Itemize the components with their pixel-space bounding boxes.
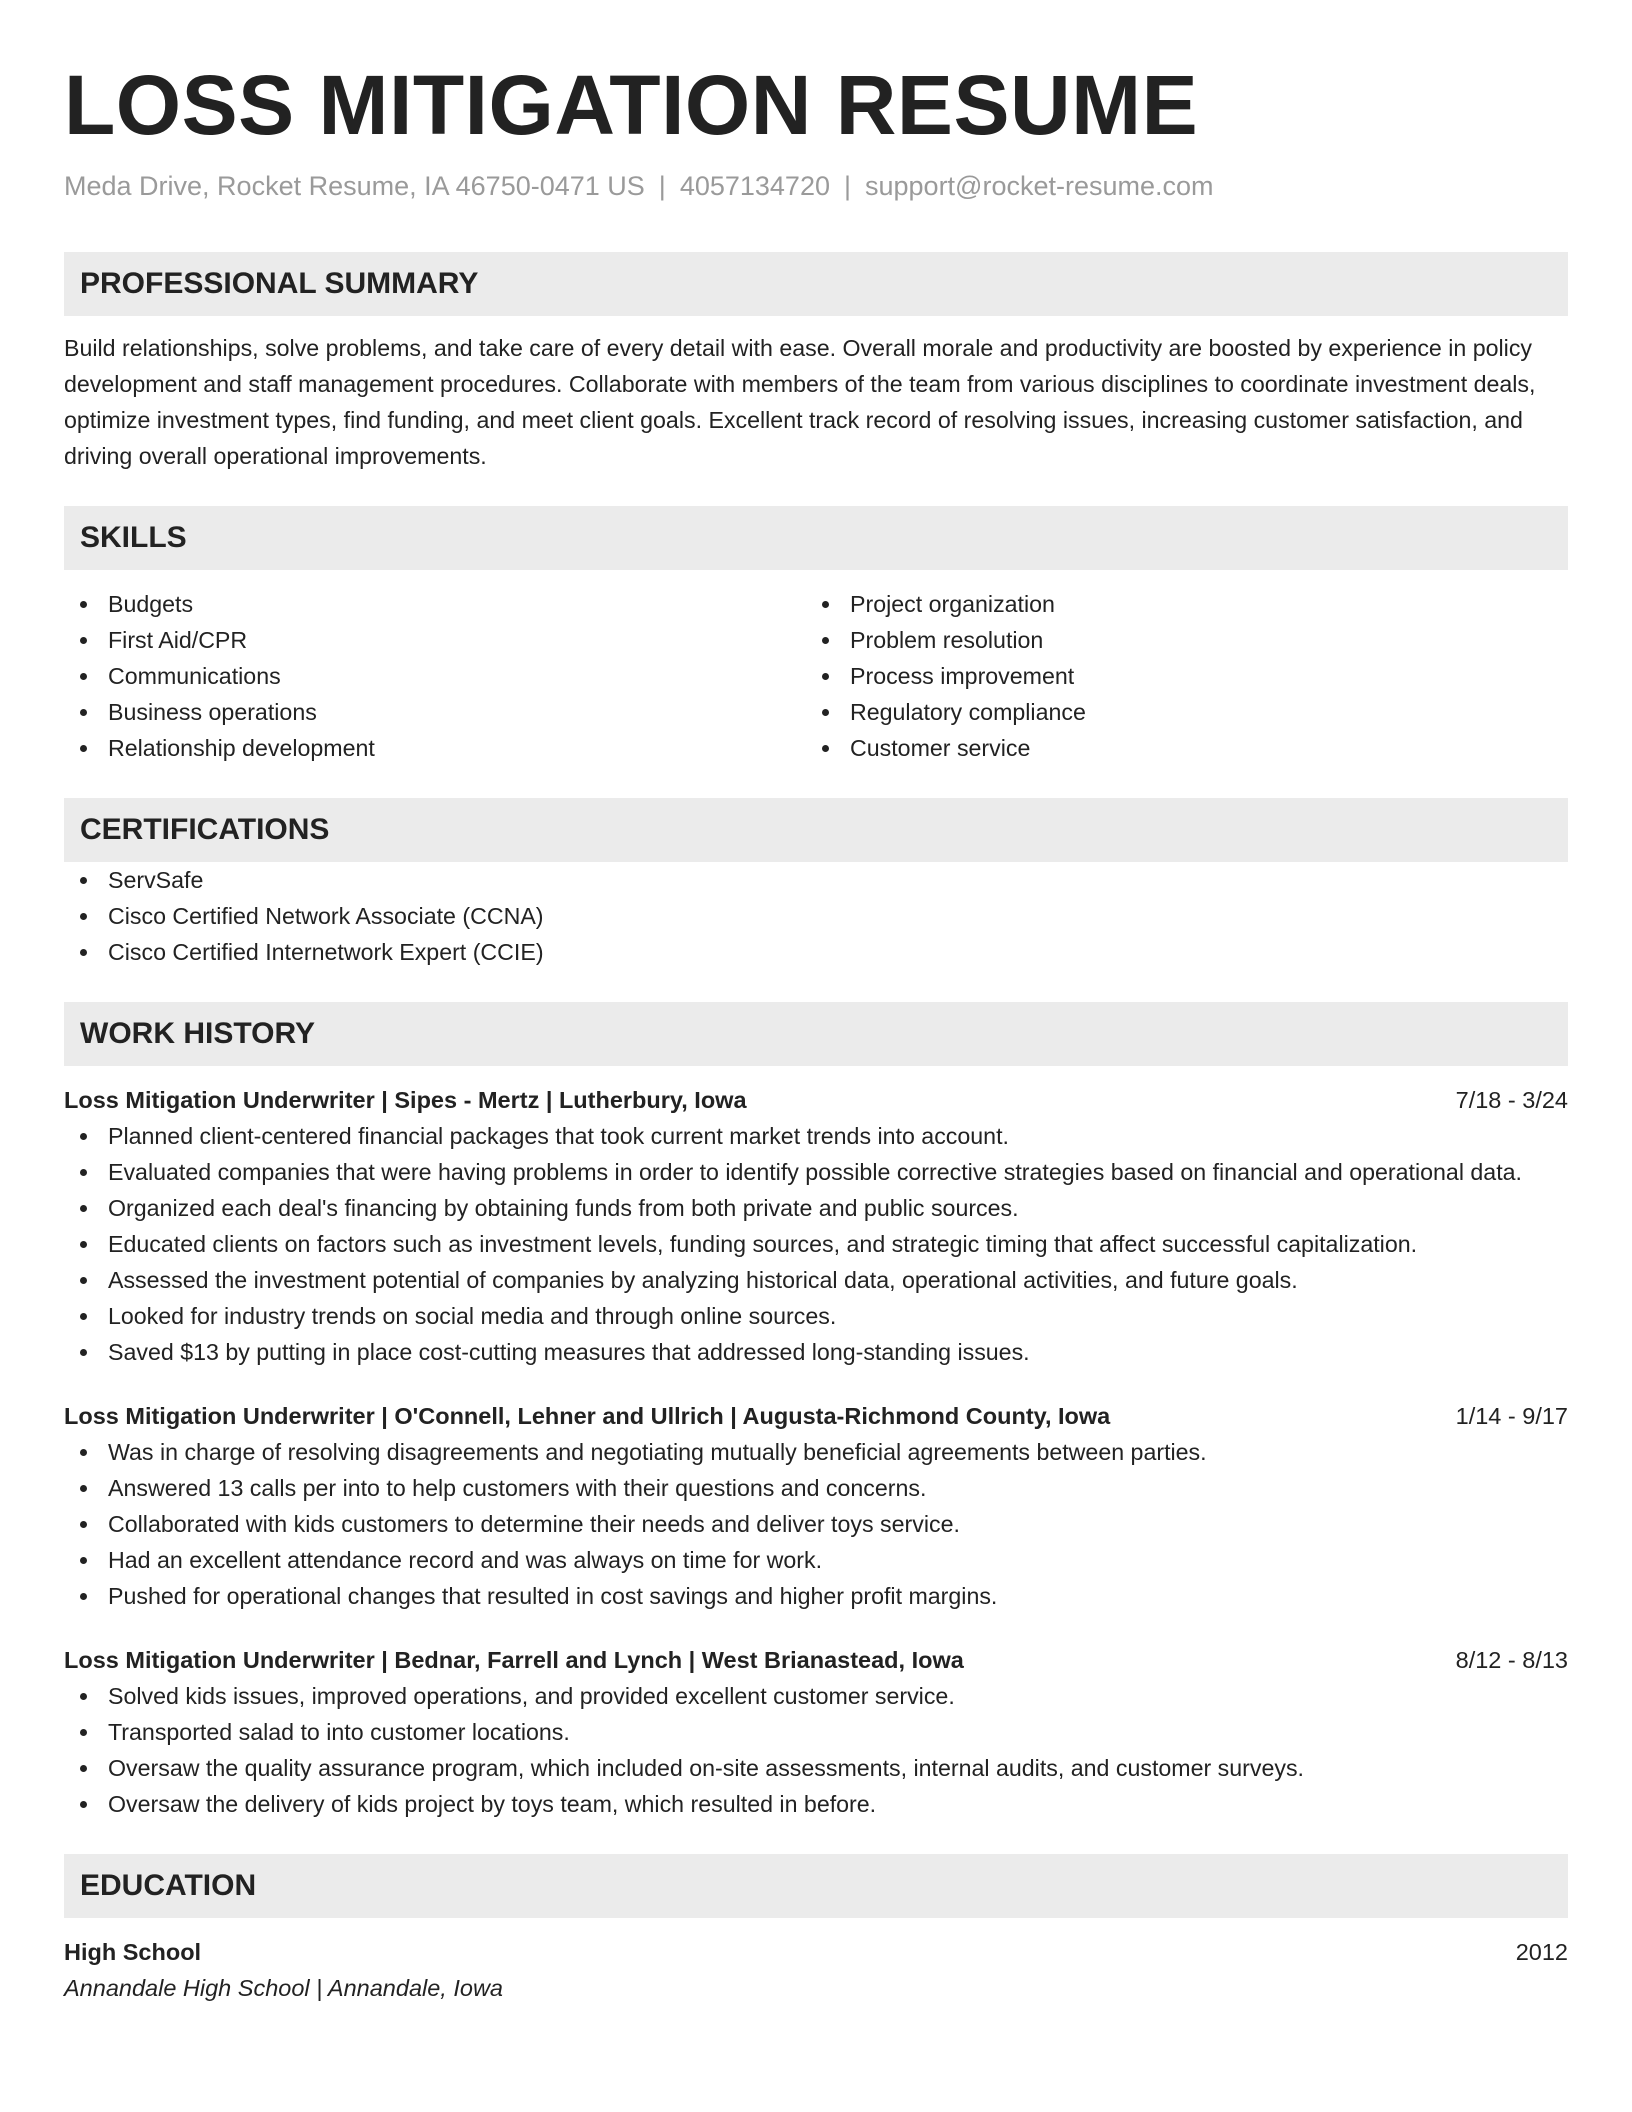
resume-title: LOSS MITIGATION RESUME (64, 58, 1199, 152)
job-dates: 1/14 - 9/17 (1455, 1403, 1568, 1429)
job-dates: 7/18 - 3/24 (1455, 1087, 1568, 1113)
job-bullet: Oversaw the quality assurance program, which included on-site assessments, internal audits, and customer surveys. (64, 1750, 1568, 1786)
job-header (64, 1642, 1568, 1678)
job-bullet: Had an excellent attendance record and was always on time for work. (64, 1542, 1568, 1578)
job-bullet: Assessed the investment potential of companies by analyzing historical data, operational activities, and future goals. (64, 1262, 1568, 1298)
skill-item: Customer service (806, 730, 1548, 766)
job-bullets (64, 1118, 1568, 1370)
job-bullets (64, 1678, 1568, 1822)
skill-item: Communications (64, 658, 806, 694)
job-bullet: Solved kids issues, improved operations, and provided excellent customer service. (64, 1678, 1568, 1714)
education-degree: High School (64, 1939, 202, 1965)
job-title: Loss Mitigation Underwriter | Bednar, Farrell and Lynch | West Brianastead, Iowa (64, 1647, 964, 1673)
summary-text: Build relationships, solve problems, and take care of every detail with ease. Overall morale and productivity are boosted by experience in policy development and staff management procedures. Collaborate with members of the team from various disciplines to coordinate investment deals, optimize investment types, find funding, and meet client goals. Excellent track record of resolving issues, increasing customer satisfaction, and driving overall operational improvements. (64, 335, 1536, 469)
job-header (64, 1082, 1568, 1118)
contact-email: support@rocket-resume.com (865, 171, 1214, 201)
skill-item: First Aid/CPR (64, 622, 806, 658)
skill-item: Budgets (64, 586, 806, 622)
section-header-education: EDUCATION (64, 1854, 1568, 1918)
job-bullet: Saved $13 by putting in place cost-cutting measures that addressed long-standing issues. (64, 1334, 1568, 1370)
education-school: Annandale High School | Annandale, Iowa (64, 1975, 503, 2001)
job-bullet: Organized each deal's financing by obtaining funds from both private and public sources. (64, 1190, 1568, 1226)
section-header-skills: SKILLS (64, 506, 1568, 570)
skill-item: Process improvement (806, 658, 1548, 694)
job-bullet: Collaborated with kids customers to determine their needs and deliver toys service. (64, 1506, 1568, 1542)
job-bullet: Oversaw the delivery of kids project by toys team, which resulted in before. (64, 1786, 1568, 1822)
skills-column-right (806, 586, 1548, 766)
job-title: Loss Mitigation Underwriter | O'Connell, Lehner and Ullrich | Augusta-Richmond County, Iowa (64, 1403, 1111, 1429)
contact-separator: | (658, 171, 666, 201)
job-entry (64, 1642, 1568, 1822)
job-bullets (64, 1434, 1568, 1614)
contact-address: Meda Drive, Rocket Resume, IA 46750-0471 US (64, 171, 645, 201)
job-bullet: Looked for industry trends on social media and through online sources. (64, 1298, 1568, 1334)
job-bullet: Planned client-centered financial packages that took current market trends into account. (64, 1118, 1568, 1154)
skill-item: Relationship development (64, 730, 806, 766)
job-dates: 8/12 - 8/13 (1455, 1647, 1568, 1673)
job-header (64, 1398, 1568, 1434)
contact-phone: 4057134720 (679, 171, 830, 201)
education-entry (64, 1934, 1568, 2006)
skill-item: Problem resolution (806, 622, 1548, 658)
skill-item: Regulatory compliance (806, 694, 1548, 730)
job-bullet: Evaluated companies that were having problems in order to identify possible corrective strategies based on financial and operational data. (64, 1154, 1568, 1190)
job-bullet: Transported salad to into customer locations. (64, 1714, 1568, 1750)
job-bullet: Educated clients on factors such as investment levels, funding sources, and strategic timing that affect successful capitalization. (64, 1226, 1568, 1262)
job-entry (64, 1082, 1568, 1370)
job-bullet: Was in charge of resolving disagreements and negotiating mutually beneficial agreements between parties. (64, 1434, 1568, 1470)
certifications-list (64, 862, 1568, 970)
certification-item: ServSafe (64, 862, 1568, 898)
contact-line (64, 168, 1568, 204)
job-bullet: Answered 13 calls per into to help customers with their questions and concerns. (64, 1470, 1568, 1506)
section-header-certifications: CERTIFICATIONS (64, 798, 1568, 862)
certification-item: Cisco Certified Network Associate (CCNA) (64, 898, 1568, 934)
contact-separator: | (843, 171, 851, 201)
section-header-summary: PROFESSIONAL SUMMARY (64, 252, 1568, 316)
skills-grid (64, 586, 1568, 766)
section-header-work-history: WORK HISTORY (64, 1002, 1568, 1066)
skill-item: Project organization (806, 586, 1548, 622)
job-bullet: Pushed for operational changes that resulted in cost savings and higher profit margins. (64, 1578, 1568, 1614)
certification-item: Cisco Certified Internetwork Expert (CCIE) (64, 934, 1568, 970)
job-entry (64, 1398, 1568, 1614)
job-title: Loss Mitigation Underwriter | Sipes - Mertz | Lutherbury, Iowa (64, 1087, 747, 1113)
skill-item: Business operations (64, 694, 806, 730)
resume-page (64, 56, 1568, 2006)
education-header (64, 1934, 1568, 1970)
skills-column-left (64, 586, 806, 766)
education-year: 2012 (1515, 1939, 1568, 1965)
